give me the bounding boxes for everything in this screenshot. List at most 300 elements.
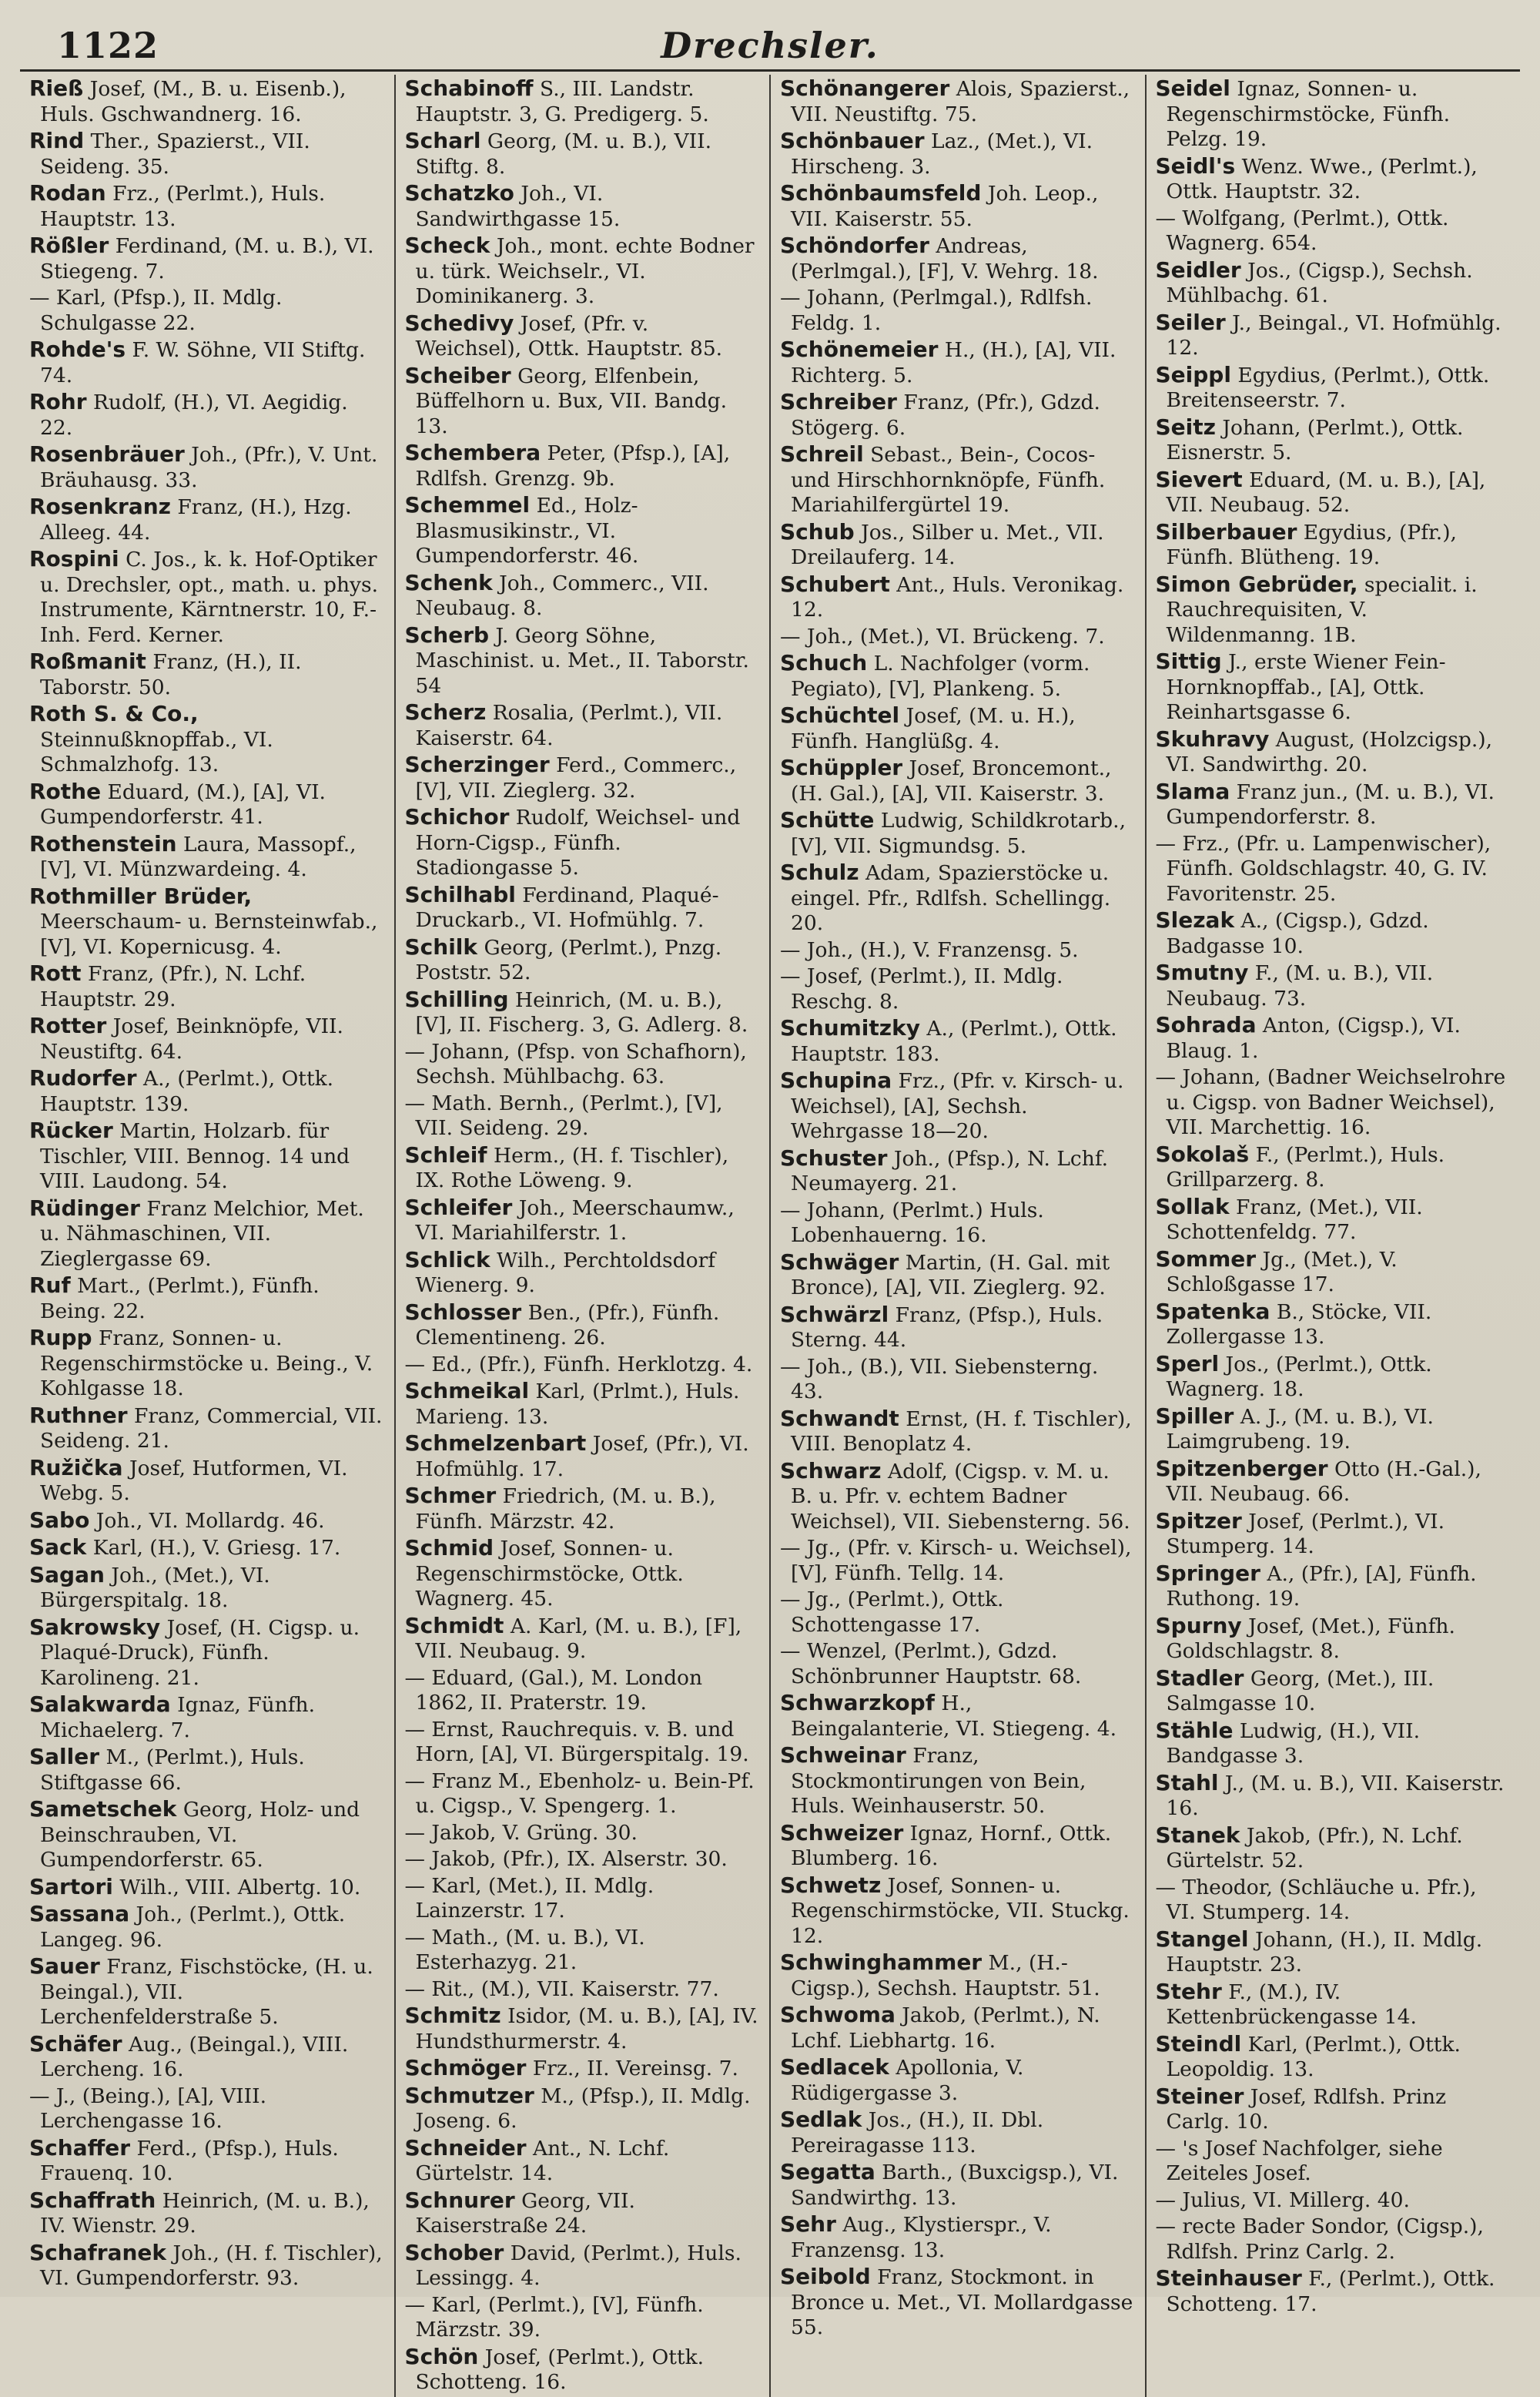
column-1 [20, 75, 396, 2397]
entry-details: Ther., Spazierst., VII. Seideng. 35. [40, 129, 310, 179]
column-3 [771, 75, 1147, 2397]
entry-details: Georg, VII. Kaiserstraße 24. [415, 2188, 635, 2238]
entry-surname: Sievert [1155, 466, 1243, 492]
entry-details: A. Karl, (M. u. B.), [F], VII. Neubaug. 9. [415, 1614, 742, 1663]
directory-entry [405, 753, 761, 803]
entry-surname: Schönbauer [780, 128, 925, 153]
entry-details: Ludwig, Schildkrotarb., [V], VII. Sigmundsg. 5. [791, 809, 1126, 858]
entry-surname: Schreiber [780, 389, 897, 414]
entry-details: Joh., (Perlmt.), Ottk. Langeg. 96. [40, 1903, 346, 1952]
entry-surname: Schön [404, 2343, 479, 2369]
entry-surname: Rotter [29, 1013, 107, 1038]
entry-details: Josef, Sonnen- u. Regenschirmstöcke, Ottk. Wagnerg. 45. [415, 1537, 684, 1611]
entry-details: — Joh., (B.), VII. Siebensterng. 43. [780, 1354, 1099, 1403]
directory-entry [1156, 2032, 1512, 2083]
entry-surname: Schulz [780, 860, 859, 885]
directory-entry [405, 2241, 761, 2291]
directory-entry [29, 1118, 385, 1195]
directory-entry [1156, 520, 1512, 571]
directory-entry [1156, 1065, 1512, 1141]
entry-surname: Rüdinger [29, 1195, 140, 1221]
entry-details: — Frz., (Pfr. u. Lampenwischer), Fünfh. Goldschlagstr. 40, G. IV. Favoritenstr. 25. [1155, 831, 1491, 906]
directory-entry [780, 1146, 1136, 1197]
entry-surname: Schupina [780, 1068, 892, 1093]
entry-surname: Scherb [404, 622, 490, 648]
entry-surname: Roth S. & Co., [29, 701, 199, 726]
directory-entry [29, 1954, 385, 2030]
entry-details: Andreas, (Perlmgal.), [F], V. Wehrg. 18. [791, 234, 1099, 283]
entry-surname: Schneider [404, 2134, 527, 2161]
directory-entry [405, 1926, 761, 1976]
directory-entry [29, 1066, 385, 1117]
entry-details: David, (Perlmt.), Huls. Lessingg. 4. [415, 2241, 742, 2290]
entry-details: Franz, Stockmont. in Bronce u. Met., VI. Mollardgasse 55. [791, 2265, 1133, 2339]
entry-details: Meerschaum- u. Bernsteinwfab., [V], VI. Kopernicusg. 4. [40, 910, 378, 959]
directory-entry [405, 1977, 761, 2003]
entry-details: F., (M. u. B.), VII. Neubaug. 73. [1166, 961, 1434, 1011]
directory-entry [780, 442, 1136, 518]
entry-surname: Seippl [1155, 361, 1231, 387]
directory-entry [29, 286, 385, 336]
entry-surname: Schuch [780, 650, 868, 676]
entry-surname: Schmid [404, 1535, 494, 1561]
entry-surname: Rothmiller Brüder, [29, 883, 253, 909]
directory-entry [29, 1615, 385, 1691]
entry-details: Josef, (Perlmt.), VI. Stumperg. 14. [1166, 1509, 1445, 1558]
entry-details: Barth., (Buxcigsp.), VI. Sandwirthg. 13. [791, 2161, 1119, 2210]
entry-details: — Franz M., Ebenholz- u. Bein-Pf. u. Cigsp., V. Spengerg. 1. [404, 1768, 755, 1818]
entry-details: Josef, Sonnen- u. Regenschirmstöcke, VII. Stuckg. 12. [791, 1873, 1130, 1948]
entry-surname: Schüppler [780, 755, 903, 780]
entry-surname: Schedivy [404, 310, 514, 336]
entry-surname: Sassana [29, 1901, 130, 1926]
entry-surname: Schönangerer [780, 75, 950, 101]
directory-entry [1156, 2084, 1512, 2135]
directory-entry [1156, 2137, 1512, 2187]
directory-entry [1156, 1195, 1512, 1245]
directory-entry [405, 364, 761, 440]
entry-details: H., Beingalanterie, VI. Stiegeng. 4. [791, 1691, 1117, 1741]
entry-surname: Simon Gebrüder, [1155, 571, 1358, 597]
entry-details: Joh., mont. echte Bodner u. türk. Weichselr., VI. Dominikanerg. 3. [415, 234, 755, 308]
entry-details: Ferd., (Pfsp.), Huls. Frauenq. 10. [40, 2136, 339, 2185]
directory-entry [405, 883, 761, 934]
entry-surname: Schwinghammer [780, 1949, 983, 1975]
entry-details: Herm., (H. f. Tischler), IX. Rothe Löweng. 9. [415, 1143, 729, 1192]
entry-details: — recte Bader Sondor, (Cigsp.), Rdlfsh. Prinz Carlg. 2. [1155, 2214, 1484, 2264]
directory-entry [780, 938, 1136, 964]
entry-surname: Sommer [1155, 1245, 1257, 1272]
entry-details: Johann, (H.), II. Mdlg. Hauptstr. 23. [1166, 1927, 1483, 1976]
directory-entry [1156, 76, 1512, 153]
entry-details: Franz, (H.), II. Taborstr. 50. [40, 650, 302, 699]
entry-details: — Karl, (Met.), II. Mdlg. Lainzerstr. 17. [404, 1873, 654, 1923]
entry-details: Ant., N. Lchf. Gürtelstr. 14. [415, 2136, 670, 2185]
directory-entry [1156, 206, 1512, 256]
entry-surname: Sokolaš [1155, 1141, 1250, 1167]
entry-details: — Math., (M. u. B.), VI. Esterhazyg. 21. [404, 1925, 645, 1974]
entry-details: C. Jos., k. k. Hof-Optiker u. Drechsler, opt., math. u. phys. Instrumente, Kärntnerstr. 10, F.-Inh. Ferd. Kerner. [40, 548, 379, 647]
running-head: Drechsler. [661, 25, 879, 66]
directory-entry [780, 1821, 1136, 1872]
directory-entry [405, 1718, 761, 1768]
directory-entry [405, 1769, 761, 1819]
entry-details: — Jg., (Pfr. v. Kirsch- u. Weichsel), [V], Fünfh. Tellg. 14. [780, 1536, 1132, 1585]
entry-surname: Sperl [1155, 1350, 1220, 1376]
directory-entry [29, 1403, 385, 1454]
entry-details: — Karl, (Perlmt.), [V], Fünfh. Märzstr. 39. [404, 2292, 704, 2342]
directory-entry [29, 233, 385, 284]
entry-surname: Schemmel [404, 492, 531, 518]
directory-entry [29, 129, 385, 179]
directory-entry [780, 1459, 1136, 1535]
directory-entry [780, 2107, 1136, 2158]
directory-entry [405, 1614, 761, 1664]
entry-surname: Schwarzkopf [780, 1690, 935, 1715]
directory-entry [29, 2084, 385, 2134]
entry-surname: Sedlacek [780, 2054, 889, 2080]
entry-surname: Schnurer [404, 2187, 515, 2213]
entry-details: Alois, Spazierst., VII. Neustiftg. 75. [791, 77, 1130, 126]
entry-details: A., (Pfr.), [A], Fünfh. Ruthong. 19. [1166, 1561, 1477, 1611]
entry-surname: Schönemeier [780, 337, 939, 362]
entry-details: Franz, Fischstöcke, (H. u. Beingal.), VII. Lerchenfelderstraße 5. [40, 1955, 373, 2029]
entry-surname: Scheck [404, 233, 490, 258]
entry-details: Sebast., Bein-, Cocos- und Hirschhornknöpfe, Fünfh. Mariahilfergürtel 19. [791, 443, 1106, 517]
entry-details: Franz Melchior, Met. u. Nähmaschinen, VII. Zieglergasse 69. [40, 1196, 364, 1271]
entry-details: specialit. i. Rauchrequisiten, V. Wildenmanng. 1B. [1166, 572, 1478, 647]
entry-details: Anton, (Cigsp.), VI. Blaug. 1. [1166, 1014, 1461, 1063]
entry-surname: Steiner [1155, 2083, 1244, 2109]
entry-details: — Julius, VI. Millerg. 40. [1155, 2187, 1410, 2212]
directory-entry [29, 2136, 385, 2187]
entry-surname: Schwäger [780, 1249, 899, 1275]
entry-details: — Wenzel, (Perlmt.), Gdzd. Schönbrunner Hauptstr. 68. [780, 1639, 1082, 1688]
directory-entry [1156, 727, 1512, 778]
entry-surname: Schweinar [780, 1742, 906, 1768]
entry-details: Otto (H.-Gal.), VII. Neubaug. 66. [1166, 1457, 1481, 1506]
entry-details: Josef, Hutformen, VI. Webg. 5. [40, 1456, 348, 1505]
directory-entry [405, 2188, 761, 2239]
entry-surname: Schleifer [404, 1194, 513, 1220]
entry-surname: Rieß [29, 75, 84, 101]
directory-entry [1156, 1509, 1512, 1560]
entry-details: August, (Holzcigsp.), VI. Sandwirthg. 20. [1166, 727, 1492, 776]
entry-details: F., (Perlmt.), Ottk. Schotteng. 17. [1166, 2267, 1495, 2316]
entry-details: A., (Perlmt.), Ottk. Hauptstr. 139. [40, 1067, 334, 1116]
entry-details: — Johann, (Badner Weichselrohre u. Cigsp. von Badner Weichsel), VII. Marchettig. 16. [1155, 1065, 1506, 1139]
entry-surname: Scherz [404, 699, 487, 725]
directory-entry [1156, 1404, 1512, 1455]
entry-surname: Stehr [1155, 1978, 1222, 2004]
entry-surname: Schweizer [780, 1819, 904, 1846]
entry-details: Wilh., VIII. Albertg. 10. [112, 1875, 361, 1899]
entry-details: Joh., VI. Mollardg. 46. [89, 1508, 325, 1533]
directory-entry [405, 1040, 761, 1090]
directory-entry [1156, 1561, 1512, 1612]
directory-entry [1156, 1666, 1512, 1717]
directory-entry [780, 1587, 1136, 1638]
directory-entry [29, 494, 385, 545]
directory-entry [780, 1068, 1136, 1145]
entry-details: Georg, Elfenbein, Büffelhorn u. Bux, VII. Bandg. 13. [415, 364, 728, 438]
directory-entry [405, 623, 761, 699]
entry-details: H., (H.), [A], VII. Richterg. 5. [791, 338, 1116, 387]
entry-details: Johann, (Perlmt.), Ottk. Eisnerstr. 5. [1166, 415, 1464, 464]
entry-surname: Scharl [404, 128, 481, 153]
entry-surname: Rupp [29, 1325, 92, 1350]
entry-surname: Schabinoff [404, 75, 534, 101]
directory-entry [780, 2160, 1136, 2211]
entry-details: Joh., Commerc., VII. Neubaug. 8. [415, 571, 709, 620]
entry-details: Peter, (Pfsp.), [A], Rdlfsh. Grenzg. 9b. [415, 441, 731, 491]
entry-details: F., (Perlmt.), Huls. Grillparzerg. 8. [1166, 1142, 1445, 1192]
entry-details: — Rit., (M.), VII. Kaiserstr. 77. [404, 1976, 719, 2001]
entry-details: Josef, (Pfr.), VI. Hofmühlg. 17. [415, 1432, 749, 1481]
directory-entry [780, 1873, 1136, 1949]
entry-details: Franz, (Pfsp.), Huls. Sterng. 44. [791, 1302, 1103, 1352]
entry-surname: Sametschek [29, 1796, 177, 1822]
entry-details: Rosalia, (Perlmt.), VII. Kaiserstr. 64. [415, 701, 723, 750]
entry-surname: Sollak [1155, 1193, 1230, 1219]
directory-entry [29, 1902, 385, 1953]
entry-surname: Schwoma [780, 2002, 896, 2027]
directory-entry [405, 2003, 761, 2054]
directory-entry [780, 2003, 1136, 2053]
entry-surname: Slezak [1155, 907, 1235, 933]
entry-details: Jakob, (Pfr.), N. Lchf. Gürtelstr. 52. [1166, 1823, 1463, 1872]
entry-details: Frz., (Perlmt.), Huls. Hauptstr. 13. [40, 182, 326, 231]
entry-details: Jos., (Cigsp.), Sechsh. Mühlbachg. 61. [1166, 258, 1473, 307]
entry-surname: Schmöger [404, 2055, 527, 2080]
entry-details: S., III. Landstr. Hauptstr. 3, G. Predigerg. 5. [415, 77, 709, 126]
entry-details: Eduard, (M. u. B.), [A], VII. Neubaug. 52. [1166, 468, 1486, 517]
entry-details: Friedrich, (M. u. B.), Fünfh. Märzstr. 42. [415, 1484, 716, 1534]
directory-entry [29, 1196, 385, 1272]
directory-entry [29, 1875, 385, 1901]
entry-details: Frz., II. Vereinsg. 7. [526, 2057, 738, 2080]
directory-entry [29, 2188, 385, 2239]
entry-surname: Spitzer [1155, 1507, 1242, 1534]
entry-surname: Silberbauer [1155, 518, 1297, 545]
directory-entry [780, 1016, 1136, 1067]
directory-entry [405, 987, 761, 1038]
entry-surname: Rott [29, 960, 82, 986]
entry-details: Wenz. Wwe., (Perlmt.), Ottk. Hauptstr. 32. [1166, 154, 1478, 203]
directory-entry [405, 571, 761, 622]
entry-details: Ben., (Pfr.), Fünfh. Clementineng. 26. [415, 1300, 720, 1349]
entry-details: Mart., (Perlmt.), Fünfh. Being. 22. [40, 1274, 320, 1323]
entry-details: F., (M.), IV. Kettenbrückengasse 14. [1166, 1980, 1417, 2029]
entry-details: Josef, (Perlmt.), Ottk. Schotteng. 16. [415, 2345, 705, 2394]
directory-entry [780, 1250, 1136, 1301]
directory-entry [780, 625, 1136, 650]
directory-entry [29, 702, 385, 778]
entry-details: Laura, Massopf., [V], VI. Münzwardeing. 4. [40, 832, 357, 881]
directory-entry [405, 805, 761, 881]
entry-surname: Schleif [404, 1142, 487, 1168]
entry-details: Georg, (M. u. B.), VII. Stiftg. 8. [415, 129, 712, 179]
directory-entry [1156, 1823, 1512, 1874]
entry-surname: Schmitz [404, 2003, 501, 2028]
entry-surname: Sedlak [780, 2107, 862, 2132]
entry-details: Egydius, (Pfr.), Fünfh. Blütheng. 19. [1166, 520, 1457, 569]
entry-details: Heinrich, (M. u. B.), IV. Wienstr. 29. [40, 2188, 370, 2238]
entry-details: Jakob, (Perlmt.), N. Lchf. Liebhartg. 16. [791, 2003, 1100, 2053]
entry-details: Isidor, (M. u. B.), [A], IV. Hundsthurmerstr. 4. [415, 2004, 758, 2053]
entry-details: — Johann, (Pfsp. von Schafhorn), Sechsh. Mühlbachg. 63. [404, 1039, 747, 1088]
entry-details: M., (H.-Cigsp.), Sechsh. Hauptstr. 51. [791, 1951, 1100, 2000]
directory-entry [780, 390, 1136, 441]
entry-surname: Sauer [29, 1953, 100, 1979]
entry-surname: Schlick [404, 1246, 490, 1272]
page-header [20, 22, 1520, 72]
entry-details: Adam, Spazierstöcke u. eingel. Pfr., Rdlfsh. Schellingg. 20. [791, 861, 1111, 935]
directory-entry [780, 1355, 1136, 1405]
entry-surname: Schäfer [29, 2030, 122, 2057]
entry-surname: Segatta [780, 2159, 875, 2184]
entry-details: Ferd., Commerc., [V], VII. Zieglerg. 32. [415, 753, 737, 803]
entry-surname: Sagan [29, 1561, 105, 1587]
entry-surname: Schmeikal [404, 1378, 530, 1403]
entry-details: A., (Cigsp.), Gdzd. Badgasse 10. [1166, 909, 1429, 958]
entry-surname: Schilk [404, 934, 478, 960]
entry-surname: Scherzinger [404, 752, 550, 777]
entry-details: Franz, (H.), Hzg. Alleeg. 44. [40, 495, 352, 545]
entry-surname: Rößler [29, 233, 109, 258]
directory-entry [405, 1483, 761, 1534]
directory-entry [780, 76, 1136, 127]
entry-surname: Sehr [780, 2211, 836, 2237]
entry-surname: Ruthner [29, 1402, 128, 1428]
entry-surname: Rospini [29, 546, 119, 572]
entry-details: Martin, (H. Gal. mit Bronce), [A], VII. Zieglerg. 92. [791, 1250, 1110, 1299]
entry-details: Karl, (Prlmt.), Huls. Marieng. 13. [415, 1380, 740, 1429]
entry-surname: Schwarz [780, 1457, 882, 1483]
entry-details: M., (Perlmt.), Huls. Stiftgasse 66. [40, 1745, 305, 1795]
entry-surname: Spatenka [1155, 1298, 1270, 1324]
directory-entry [29, 2032, 385, 2083]
directory-entry [29, 76, 385, 127]
entry-surname: Schönbaumsfeld [780, 180, 982, 206]
entry-details: M., (Pfsp.), II. Mdlg. Joseng. 6. [415, 2084, 751, 2133]
entry-details: Josef, Broncemont., (H. Gal.), [A], VII. Kaiserstr. 3. [791, 756, 1112, 806]
directory-entry [405, 1353, 761, 1378]
entry-surname: Ruf [29, 1272, 71, 1298]
entry-details: — Jg., (Perlmt.), Ottk. Schottengasse 17. [780, 1587, 1004, 1637]
entry-details: Jg., (Met.), V. Schloßgasse 17. [1166, 1247, 1398, 1296]
directory-entry [780, 2265, 1136, 2341]
directory-entry [1156, 1927, 1512, 1978]
entry-surname: Seitz [1155, 414, 1216, 440]
directory-entry [405, 1847, 761, 1872]
entry-details: Franz, Sonnen- u. Regenschirmstöcke u. Being., V. Kohlgasse 18. [40, 1326, 373, 1400]
entry-details: L. Nachfolger (vorm. Pegiato), [V], Plankeng. 5. [791, 652, 1090, 701]
directory-entry [405, 1248, 761, 1299]
directory-entry [1156, 2214, 1512, 2265]
entry-surname: Sohrada [1155, 1012, 1257, 1038]
directory-entry [29, 181, 385, 232]
entry-details: — Ernst, Rauchrequis. v. B. und Horn, [A], VI. Bürgerspitalg. 19. [404, 1717, 749, 1766]
entry-surname: Schwärzl [780, 1301, 889, 1327]
entry-details: Aug., Klystierspr., V. Franzensg. 13. [791, 2213, 1052, 2262]
entry-details: — Johann, (Perlmgal.), Rdlfsh. Feldg. 1. [780, 286, 1093, 335]
directory-entry [780, 651, 1136, 702]
entry-surname: Rücker [29, 1118, 113, 1143]
entry-details: — Jakob, (Pfr.), IX. Alserstr. 30. [404, 1847, 728, 1871]
directory-entry [405, 700, 761, 751]
entry-surname: Steindl [1155, 2030, 1242, 2057]
entry-surname: Skuhravy [1155, 726, 1270, 752]
directory-entry [1156, 649, 1512, 726]
directory-entry [780, 860, 1136, 937]
entry-surname: Steinhauser [1155, 2265, 1302, 2291]
entry-details: Ed., Holz-Blasmusikinstr., VI. Gumpendorferstr. 46. [415, 494, 639, 568]
directory-entry [780, 286, 1136, 336]
directory-entry [29, 390, 385, 441]
entry-details: — Johann, (Perlmt.) Huls. Lobenhauerng. 16. [780, 1198, 1044, 1247]
entry-surname: Stahl [1155, 1769, 1219, 1795]
entry-surname: Schmidt [404, 1612, 504, 1638]
directory-entry [1156, 468, 1512, 518]
entry-details: — Jakob, V. Grüng. 30. [404, 1820, 638, 1845]
entry-surname: Rind [29, 128, 85, 153]
entry-details: F. W. Söhne, VII Stiftg. 74. [40, 338, 366, 387]
directory-entry [780, 2055, 1136, 2106]
directory-entry [780, 808, 1136, 859]
entry-details: Egydius, (Perlmt.), Ottk. Breitenseerstr. 7. [1166, 363, 1490, 412]
directory-entry [405, 493, 761, 569]
entry-surname: Schilhabl [404, 881, 516, 907]
page-number: 1122 [57, 25, 159, 66]
directory-entry [29, 1745, 385, 1795]
directory-entry [29, 547, 385, 648]
entry-surname: Roßmanit [29, 649, 146, 674]
entry-details: A., (Perlmt.), Ottk. Hauptstr. 183. [791, 1017, 1117, 1066]
directory-entry [29, 779, 385, 830]
entry-surname: Stähle [1155, 1717, 1234, 1743]
entry-surname: Schichor [404, 804, 510, 830]
entry-details: Frz., (Pfr. v. Kirsch- u. Weichsel), [A], Sechsh. Wehrgasse 18—20. [791, 1069, 1124, 1143]
entry-surname: Slama [1155, 778, 1230, 804]
directory-entry [29, 832, 385, 883]
entry-details: Joh., (Pfsp.), N. Lchf. Neumayerg. 21. [791, 1146, 1109, 1195]
directory-entry [780, 2212, 1136, 2263]
entry-details: Georg, (Met.), III. Salmgasse 10. [1166, 1666, 1435, 1715]
directory-entry [29, 1326, 385, 1402]
entry-surname: Schöndorfer [780, 233, 929, 258]
directory-entry [780, 1302, 1136, 1353]
entry-details: — Wolfgang, (Perlmt.), Ottk. Wagnerg. 654. [1155, 206, 1449, 255]
entry-surname: Schaffer [29, 2134, 131, 2161]
entry-surname: Sabo [29, 1507, 90, 1533]
entry-surname: Rohr [29, 389, 87, 414]
directory-entry [29, 2241, 385, 2291]
entry-surname: Schlosser [404, 1299, 522, 1325]
entry-details: Georg, Holz- und Beinschrauben, VI. Gumpendorferstr. 65. [40, 1798, 360, 1872]
entry-details: Georg, (Perlmt.), Pnzg. Poststr. 52. [415, 935, 722, 984]
entry-details: Josef, (M., B. u. Eisenb.), Huls. Gschwandnerg. 16. [40, 77, 346, 126]
directory-entry [1156, 1247, 1512, 1298]
directory-entry [405, 1874, 761, 1924]
entry-details: Heinrich, (M. u. B.), [V], II. Fischerg. 3, G. Adlerg. 8. [415, 987, 748, 1037]
entry-details: A. J., (M. u. B.), VI. Laimgrubeng. 19. [1166, 1404, 1434, 1453]
entry-details: J., erste Wiener Fein-Hornknopffab., [A], Ottk. Reinhartsgasse 6. [1166, 650, 1446, 724]
entry-details: Ludwig, (H.), VII. Bandgasse 3. [1166, 1718, 1421, 1768]
entry-details: — Josef, (Perlmt.), II. Mdlg. Reschg. 8. [780, 964, 1063, 1014]
directory-entry [405, 1195, 761, 1246]
entry-details: J., Beingal., VI. Hofmühlg. 12. [1166, 310, 1502, 360]
